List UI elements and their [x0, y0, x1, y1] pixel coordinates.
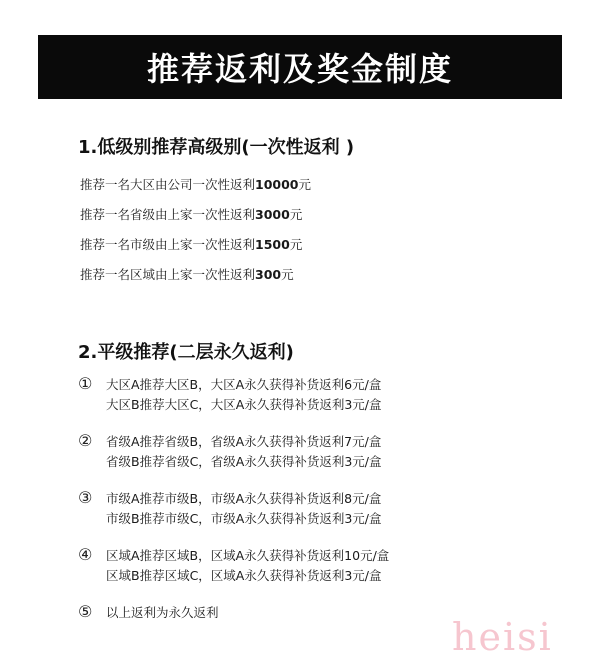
rebate-unit: 元 — [298, 177, 312, 192]
rebate-text: 推荐一名市级由上家一次性返利 — [80, 237, 256, 252]
one-time-rebate-list — [80, 176, 311, 296]
list-item — [78, 544, 548, 586]
list-item — [78, 487, 548, 529]
rule-line: 大区A推荐大区B，大区A永久获得补货返利6元/盒 — [106, 377, 382, 392]
circled-number: ② — [78, 431, 93, 450]
circled-number: ④ — [78, 545, 93, 564]
permanent-rebate-list — [78, 373, 548, 623]
rebate-amount: 1500 — [255, 237, 290, 252]
rebate-text: 推荐一名省级由上家一次性返利 — [80, 207, 256, 222]
list-item — [78, 373, 548, 415]
section-2-title: 2.平级推荐(二层永久返利) — [78, 342, 294, 363]
rebate-text: 推荐一名区域由上家一次性返利 — [80, 267, 256, 282]
rule-line: 以上返利为永久返利 — [106, 605, 219, 620]
rule-line: 市级A推荐市级B，市级A永久获得补货返利8元/盒 — [106, 491, 382, 506]
rule-line: 省级A推荐省级B，省级A永久获得补货返利7元/盒 — [106, 434, 382, 449]
section-1-title: 1.低级别推荐高级别(一次性返利 ) — [78, 137, 355, 158]
rule-line: 市级B推荐市级C，市级A永久获得补货返利3元/盒 — [106, 511, 382, 526]
list-item — [80, 206, 311, 236]
watermark: heisi — [452, 615, 553, 659]
list-item — [78, 430, 548, 472]
circled-number: ③ — [78, 488, 93, 507]
page-title: 推荐返利及奖金制度 — [146, 50, 453, 88]
rebate-amount: 10000 — [255, 177, 299, 192]
rebate-amount: 3000 — [255, 207, 290, 222]
rebate-text: 推荐一名大区由公司一次性返利 — [80, 177, 256, 192]
circled-number: ⑤ — [78, 602, 93, 621]
rule-line: 区域A推荐区域B，区域A永久获得补货返利10元/盒 — [106, 548, 390, 563]
list-item — [80, 176, 311, 206]
rule-line: 大区B推荐大区C，大区A永久获得补货返利3元/盒 — [106, 397, 382, 412]
rebate-unit: 元 — [281, 267, 294, 282]
list-item — [80, 266, 311, 296]
rebate-unit: 元 — [289, 237, 303, 252]
rule-line: 区域B推荐区域C，区域A永久获得补货返利3元/盒 — [106, 568, 382, 583]
rule-line: 省级B推荐省级C，省级A永久获得补货返利3元/盒 — [106, 454, 382, 469]
circled-number: ① — [78, 374, 93, 393]
rebate-unit: 元 — [289, 207, 303, 222]
rebate-amount: 300 — [255, 267, 282, 282]
list-item — [80, 236, 311, 266]
title-banner — [38, 35, 562, 99]
